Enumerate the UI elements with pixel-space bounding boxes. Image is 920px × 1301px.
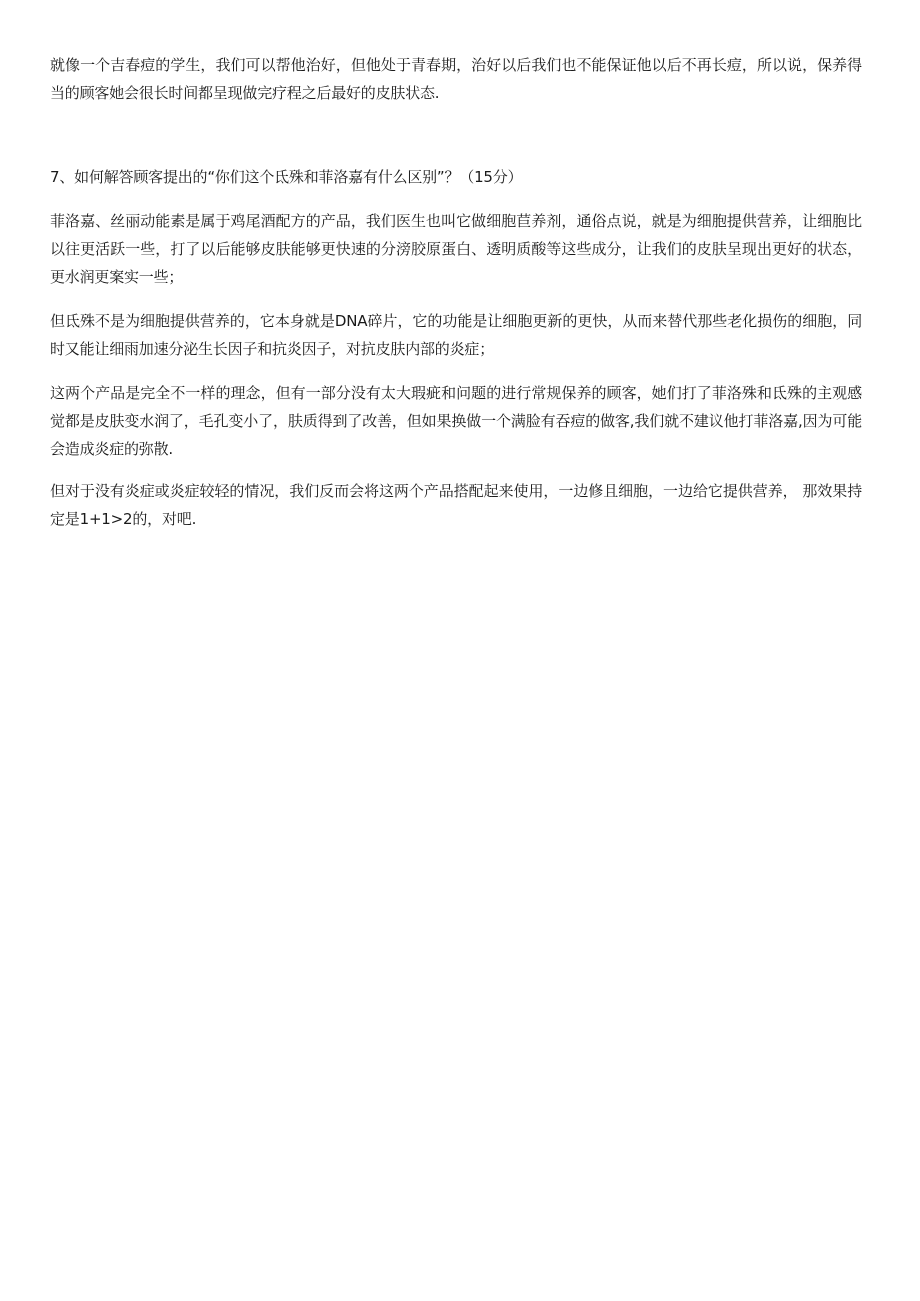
answer-paragraph-2: 但氐殊不是为细胞提供营养的，它本身就是DNA碎片，它的功能是让细胞更新的更快，从而来替代那些老化损伤的细胞，同时又能让细雨加速分泌生长因子和抗炎因子，对抗皮肤内部的炎症； [50, 312, 862, 358]
answer-paragraph-1: 菲洛嘉、丝丽动能素是属于鸡尾酒配方的产品，我们医生也叫它做细胞苣养剂，通俗点说，就是为细胞提供营养，让细胞比以往更活跃一些，打了以后能够皮肤能够更快速的分滂胶原蛋白、透明质酸等这些成分，让我们的皮肤呈现出更好的状态，更水润更案实一些； [50, 212, 862, 286]
answer-paragraph-3: 这两个产品是完全不一样的理念，但有一部分没有太大瑕疵和问题的进行常规保养的顾客，她们打了菲洛殊和氐殊的主观感觉都是皮肤变水润了，毛孔变小了，肤质得到了改善，但如果换做一个满脸有吞痘的做客,我们就不建议他打菲洛嘉,因为可能会造成炎症的弥散. [50, 384, 862, 458]
answer-paragraph-4: 但对于没有炎症或炎症较轻的情况，我们反而会将这两个产品搭配起来使用，一边修且细胞，一边给它提供营养， 那效果持定是1+1>2的，对吧. [50, 482, 862, 528]
question-heading: 7、如何解答顾客提出的“你们这个氐殊和菲洛嘉有什么区别”？（15分） [50, 168, 523, 186]
paragraph-intro: 就像一个吉春痘的学生，我们可以帮他治好，但他处于青春期，治好以后我们也不能保证他以后不再长痘，所以说，保养得当的顾客她会很长时间都呈现做完疗程之后最好的皮肤状态. [50, 56, 862, 102]
